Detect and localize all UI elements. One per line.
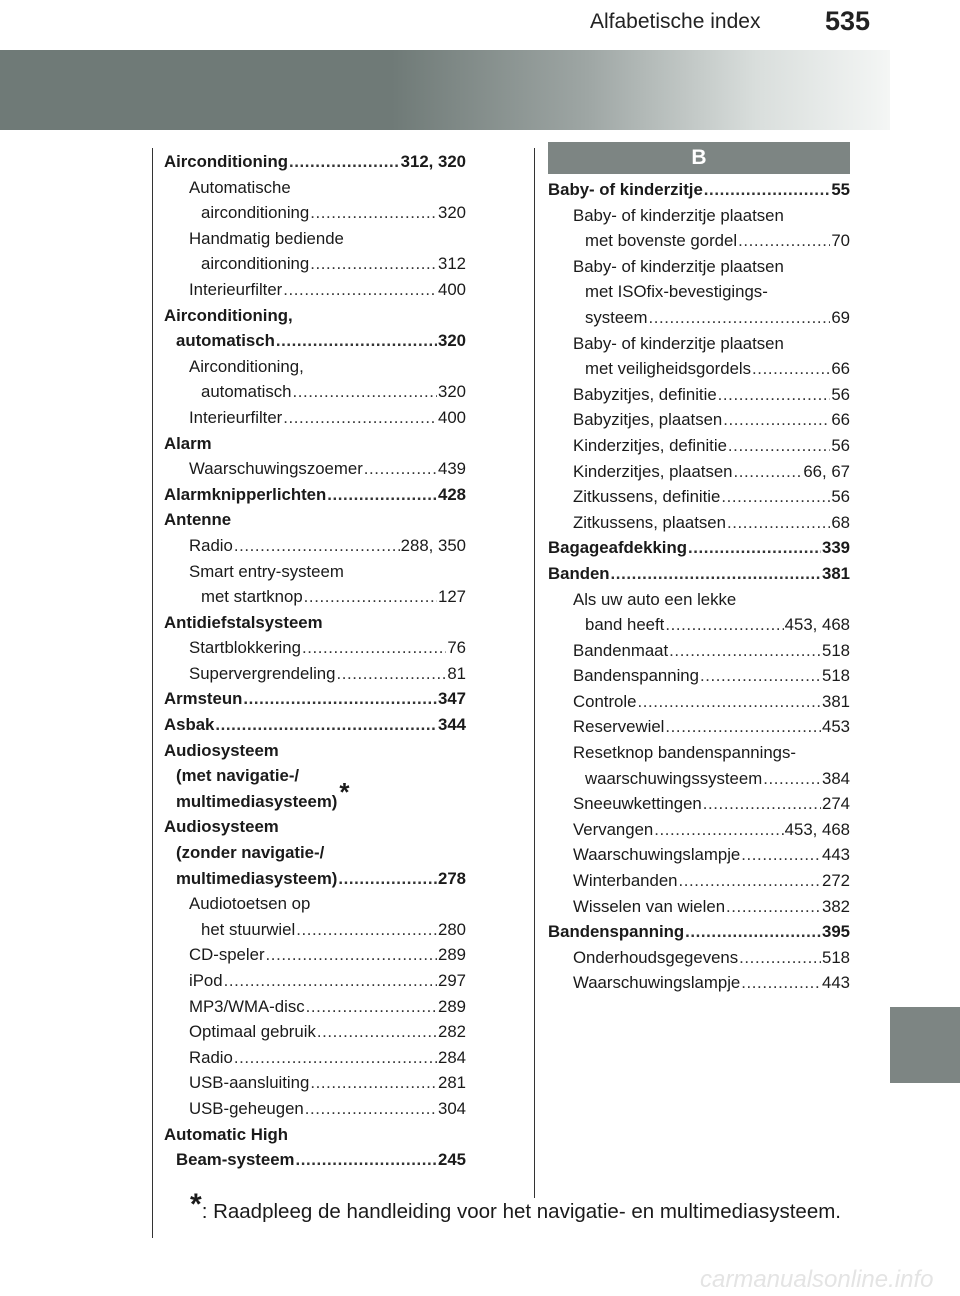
dot-leader [654,817,783,843]
index-entry [164,840,466,866]
index-entry [164,149,466,175]
entry-label: USB-aansluiting [189,1073,310,1093]
entry-label: Winterbanden [573,871,678,891]
entry-label: iPod [189,971,223,990]
entry-label: automatisch [176,331,275,351]
section-header-b: B [548,142,850,174]
dot-leader [338,866,437,892]
entry-page-ref: 69 [831,307,850,327]
entry-label: Optimaal gebruik [189,1022,316,1042]
index-entry [548,177,850,203]
chapter-side-tab [890,1007,960,1083]
entry-page-ref: 56 [831,384,850,404]
index-subentry [164,456,466,482]
index-subentry [548,766,850,792]
entry-page-ref: 81 [447,663,466,683]
entry-label: Baby- of kinderzitje plaatsen [573,333,784,353]
dot-leader [364,456,437,482]
entry-page-ref: 55 [831,180,850,199]
dot-leader [637,689,821,715]
dot-leader [302,635,446,661]
index-entry: multimediasysteem) * [164,789,466,815]
page-header [0,0,960,46]
entry-page-ref: 66 [831,359,850,379]
entry-label: Baby- of kinderzitje plaatsen [573,256,784,276]
index-entry [164,712,466,738]
entry-page-ref: 344 [438,715,466,735]
middle-column-rule [534,148,535,1198]
entry-label: Radio [189,535,233,555]
index-subentry [164,277,466,303]
entry-page-ref: 312 [438,254,466,274]
entry-label: Kinderzitjes, plaatsen [573,461,733,481]
entry-label: Beam-systeem [176,1150,295,1170]
index-subentry [164,917,466,943]
entry-label: Wisselen van wielen [573,896,726,916]
entry-page-ref: 297 [438,971,466,990]
entry-page-ref: 382 [822,896,850,916]
dot-leader [266,942,437,968]
dot-leader [611,561,821,587]
entry-page-ref: 518 [822,666,850,686]
entry-label: Supervergrendeling [189,663,336,683]
index-entry [548,919,850,945]
index-subentry [164,175,466,201]
index-subentry [164,1070,466,1096]
dot-leader [336,661,446,687]
index-entry [164,866,466,892]
index-entry [164,814,466,840]
entry-label: Airconditioning [164,152,288,171]
entry-label: systeem [585,307,648,327]
entry-label: met veiligheidsgordels [585,359,752,379]
index-entry [164,1122,466,1148]
dot-leader [718,382,831,408]
entry-page-ref: 284 [438,1047,466,1067]
index-entry [164,610,466,636]
entry-label: het stuurwiel [201,919,296,939]
index-subentry [548,254,850,280]
index-column-left [164,149,466,1173]
dot-leader [234,1045,437,1071]
entry-page-ref: 443 [822,845,850,865]
entry-label: Alarm [164,433,212,453]
entry-page-ref: 281 [438,1073,466,1093]
entry-page-ref: 453, 468 [784,819,850,839]
entry-label: met bovenste gordel [585,231,738,251]
entry-label: Audiosysteem [164,817,279,837]
index-subentry [164,354,466,380]
index-subentry [164,994,466,1020]
entry-label: band heeft [585,615,665,635]
entry-page-ref: 428 [438,484,466,504]
entry-label: Asbak [164,715,215,735]
dot-leader [327,482,437,508]
entry-label: Babyzitjes, definitie [573,384,717,404]
dot-leader [215,712,437,738]
index-subentry [164,200,466,226]
dot-leader [703,791,821,817]
entry-page-ref: 443 [822,973,850,993]
index-subentry [164,1096,466,1122]
entry-page-ref: 272 [822,871,850,891]
dot-leader [648,305,830,331]
index-entry [164,303,466,329]
dot-leader [669,638,821,664]
dot-leader [726,894,821,920]
entry-label: met ISOfix-bevestigings- [585,282,768,302]
entry-label: multimediasysteem) [176,791,338,811]
index-subentry [548,433,850,459]
index-subentry [164,226,466,252]
index-subentry [548,740,850,766]
dot-leader [728,433,830,459]
entry-page-ref: 381 [822,691,850,711]
entry-label: (zonder navigatie-/ [176,843,325,863]
dot-leader [306,994,437,1020]
index-subentry [164,635,466,661]
entry-label: automatisch [201,382,292,402]
dot-leader [665,612,783,638]
entry-label: Airconditioning, [189,356,304,376]
index-subentry [164,584,466,610]
index-entry [164,763,466,789]
entry-label: Waarschuwingslampje [573,973,741,993]
index-entry [164,686,466,712]
entry-label: (met navigatie-/ [176,766,300,786]
entry-label: Bandenspanning [573,666,699,686]
index-subentry [548,382,850,408]
index-subentry [548,894,850,920]
index-subentry [548,407,850,433]
entry-label: Bandenmaat [573,640,669,660]
index-subentry [164,942,466,968]
entry-page-ref: 320 [438,331,466,351]
index-subentry [164,968,466,994]
entry-label: Vervangen [573,819,654,839]
page-number: 535 [825,6,871,36]
entry-label: Handmatig bediende [189,228,344,248]
entry-label: Antenne [164,510,232,530]
dot-leader [763,766,821,792]
entry-page-ref: 56 [831,487,850,507]
entry-label: Als uw auto een lekke [573,589,737,609]
entry-page-ref: 347 [438,689,466,709]
dot-leader [224,968,437,994]
entry-label: Bandenspanning [548,922,685,942]
entry-page-ref: 400 [438,279,466,299]
entry-page-ref: 127 [438,587,466,607]
entry-page-ref: 453 [822,717,850,737]
page-title: Alfabetische index [590,10,761,33]
index-subentry [164,251,466,277]
entry-label: MP3/WMA-disc [189,996,305,1016]
entry-page-ref: 381 [822,563,850,583]
dot-leader [296,917,437,943]
entry-page-ref: 288, 350 [400,535,466,555]
dot-leader [741,842,821,868]
entry-label: Waarschuwingslampje [573,845,741,865]
dot-leader [721,484,830,510]
dot-leader [310,200,437,226]
index-subentry [548,279,850,305]
index-column-right [548,177,850,996]
entry-label: USB-geheugen [189,1098,304,1118]
entry-page-ref: 395 [822,922,850,942]
index-subentry [164,1019,466,1045]
entry-page-ref: 274 [822,794,850,814]
index-entry [164,1147,466,1173]
dot-leader [243,686,437,712]
index-subentry [548,638,850,664]
dot-leader [283,405,437,431]
index-subentry [164,661,466,687]
index-subentry [548,689,850,715]
entry-label: Automatische [189,177,291,197]
entry-label: Kinderzitjes, definitie [573,435,727,455]
entry-label: waarschuwingssysteem [585,768,763,788]
dot-leader [304,584,437,610]
dot-leader [704,177,831,203]
entry-label: Bagageafdekking [548,538,687,558]
dot-leader [685,919,821,945]
entry-page-ref: 453, 468 [784,615,850,635]
index-subentry [164,405,466,431]
entry-label: Armsteun [164,689,243,709]
dot-leader [310,1070,437,1096]
index-entry [164,482,466,508]
index-subentry [548,305,850,331]
entry-page-ref: 518 [822,640,850,660]
entry-page-ref: 280 [438,919,466,939]
index-entry [164,507,466,533]
dot-leader [295,1147,437,1173]
entry-page-ref: 245 [438,1150,466,1170]
entry-label: Interieurfilter [189,279,283,299]
index-subentry [164,559,466,585]
index-subentry [164,891,466,917]
dot-leader [688,535,821,561]
entry-page-ref: 56 [831,435,850,455]
watermark: carmanualsonline.info [700,1266,934,1293]
entry-label: Controle [573,691,637,711]
dot-leader [700,663,821,689]
index-subentry [548,484,850,510]
header-banner [0,50,890,130]
index-subentry [548,970,850,996]
entry-page-ref: 66 [831,410,850,430]
dot-leader [678,868,821,894]
index-subentry [548,228,850,254]
index-subentry [548,587,850,613]
entry-label: Babyzitjes, plaatsen [573,410,723,430]
entry-page-ref: 282 [438,1022,466,1042]
entry-page-ref: 518 [822,947,850,967]
entry-label: airconditioning [201,203,310,223]
entry-page-ref: 320 [438,382,466,402]
entry-label: Onderhoudsgegevens [573,947,739,967]
index-subentry [548,356,850,382]
dot-leader [310,251,437,277]
dot-leader [665,714,821,740]
entry-label: Startblokkering [189,638,301,658]
entry-page-ref: 320 [438,203,466,223]
entry-label: Audiotoetsen op [189,894,311,914]
entry-label: Smart entry-systeem [189,561,344,581]
index-subentry [548,331,850,357]
index-entry [548,561,850,587]
entry-page-ref: 384 [822,768,850,788]
entry-page-ref: 70 [831,231,850,251]
dot-leader [723,407,830,433]
entry-page-ref: 76 [447,638,466,658]
entry-page-ref: 289 [438,945,466,965]
dot-leader [734,459,803,485]
index-subentry [548,203,850,229]
entry-label: Airconditioning, [164,305,293,325]
index-subentry [548,868,850,894]
entry-label: multimediasysteem) [176,868,338,888]
entry-label: Audiosysteem [164,740,279,760]
index-subentry [164,533,466,559]
index-subentry [548,612,850,638]
footnote-text: : Raadpleeg de handleiding voor het navigatie- en multimediasysteem. [201,1200,841,1223]
dot-leader [317,1019,437,1045]
index-entry [164,738,466,764]
dot-leader [727,510,830,536]
dot-leader [292,379,437,405]
entry-page-ref: 400 [438,407,466,427]
entry-page-ref: 304 [438,1098,466,1118]
entry-label: Radio [189,1047,233,1067]
entry-label: Banden [548,563,610,583]
entry-page-ref: 66, 67 [803,461,850,481]
index-entry [548,535,850,561]
dot-leader [276,328,437,354]
entry-label: Zitkussens, plaatsen [573,512,726,532]
index-subentry [548,791,850,817]
index-subentry [164,1045,466,1071]
entry-label: Zitkussens, definitie [573,487,721,507]
entry-label: Baby- of kinderzitje plaatsen [573,205,784,225]
entry-label: met startknop [201,587,303,607]
entry-label: Waarschuwingszoemer [189,459,363,479]
dot-leader [752,356,830,382]
dot-leader [741,970,821,996]
index-entry [164,328,466,354]
entry-page-ref: 278 [438,868,466,888]
dot-leader [283,277,437,303]
index-subentry [548,714,850,740]
entry-label: Reservewiel [573,717,665,737]
entry-label: Alarmknipperlichten [164,484,327,504]
index-subentry [548,459,850,485]
entry-page-ref: 339 [822,538,850,558]
dot-leader [305,1096,437,1122]
entry-label: Resetknop bandenspannings- [573,743,796,763]
entry-page-ref: 312, 320 [400,152,466,171]
entry-page-ref: 439 [438,459,466,479]
index-subentry [548,663,850,689]
dot-leader [289,149,400,175]
entry-label: Antidiefstalsysteem [164,612,323,632]
dot-leader [738,228,830,254]
dot-leader [739,945,821,971]
entry-label: Interieurfilter [189,407,283,427]
entry-page-ref: 289 [438,996,466,1016]
index-subentry [548,817,850,843]
footnote-mark: * [190,1188,202,1221]
entry-label: Sneeuwkettingen [573,794,702,814]
index-entry [164,431,466,457]
index-subentry [548,510,850,536]
left-column-rule [152,148,153,1238]
index-subentry [548,842,850,868]
entry-label: airconditioning [201,254,310,274]
index-subentry [164,379,466,405]
entry-label: CD-speler [189,945,265,965]
entry-label: Automatic High [164,1124,288,1144]
entry-page-ref: 68 [831,512,850,532]
dot-leader [234,533,400,559]
entry-label: Baby- of kinderzitje [548,180,703,199]
index-subentry [548,945,850,971]
footnote [190,1188,841,1224]
